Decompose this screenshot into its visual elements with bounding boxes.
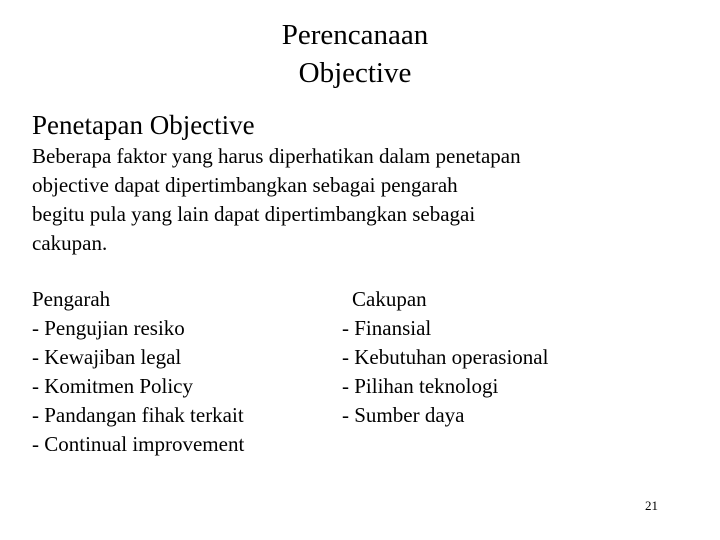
slide-title [0, 16, 710, 92]
cakupan-column [342, 285, 548, 430]
cakupan-item: - Sumber daya [342, 403, 465, 427]
cakupan-item: - Pilihan teknologi [342, 374, 499, 398]
pengarah-column [32, 285, 244, 459]
page-number: 21 [645, 498, 658, 513]
pengarah-item: - Continual improvement [32, 432, 245, 456]
pengarah-item: - Komitmen Policy [32, 374, 193, 398]
pengarah-item: - Pandangan fihak terkait [32, 403, 244, 427]
cakupan-heading: Cakupan [352, 287, 427, 311]
slide-title-line-1: Perencanaan [281, 19, 429, 51]
pengarah-item: - Kewajiban legal [32, 345, 182, 369]
paragraph-line: objective dapat dipertimbangkan sebagai pengarah [32, 173, 458, 197]
cakupan-item: - Finansial [342, 316, 432, 340]
pengarah-heading: Pengarah [32, 287, 111, 311]
cakupan-item: - Kebutuhan operasional [342, 345, 549, 369]
paragraph-line: cakupan. [32, 231, 108, 255]
slide-title-line-2: Objective [298, 57, 412, 89]
body-paragraph [32, 142, 682, 258]
paragraph-line: Beberapa faktor yang harus diperhatikan dalam penetapan [32, 144, 521, 168]
pengarah-item: - Pengujian resiko [32, 316, 185, 340]
paragraph-line: begitu pula yang lain dapat dipertimbangkan sebagai [32, 202, 476, 226]
section-heading: Penetapan Objective [32, 110, 255, 140]
